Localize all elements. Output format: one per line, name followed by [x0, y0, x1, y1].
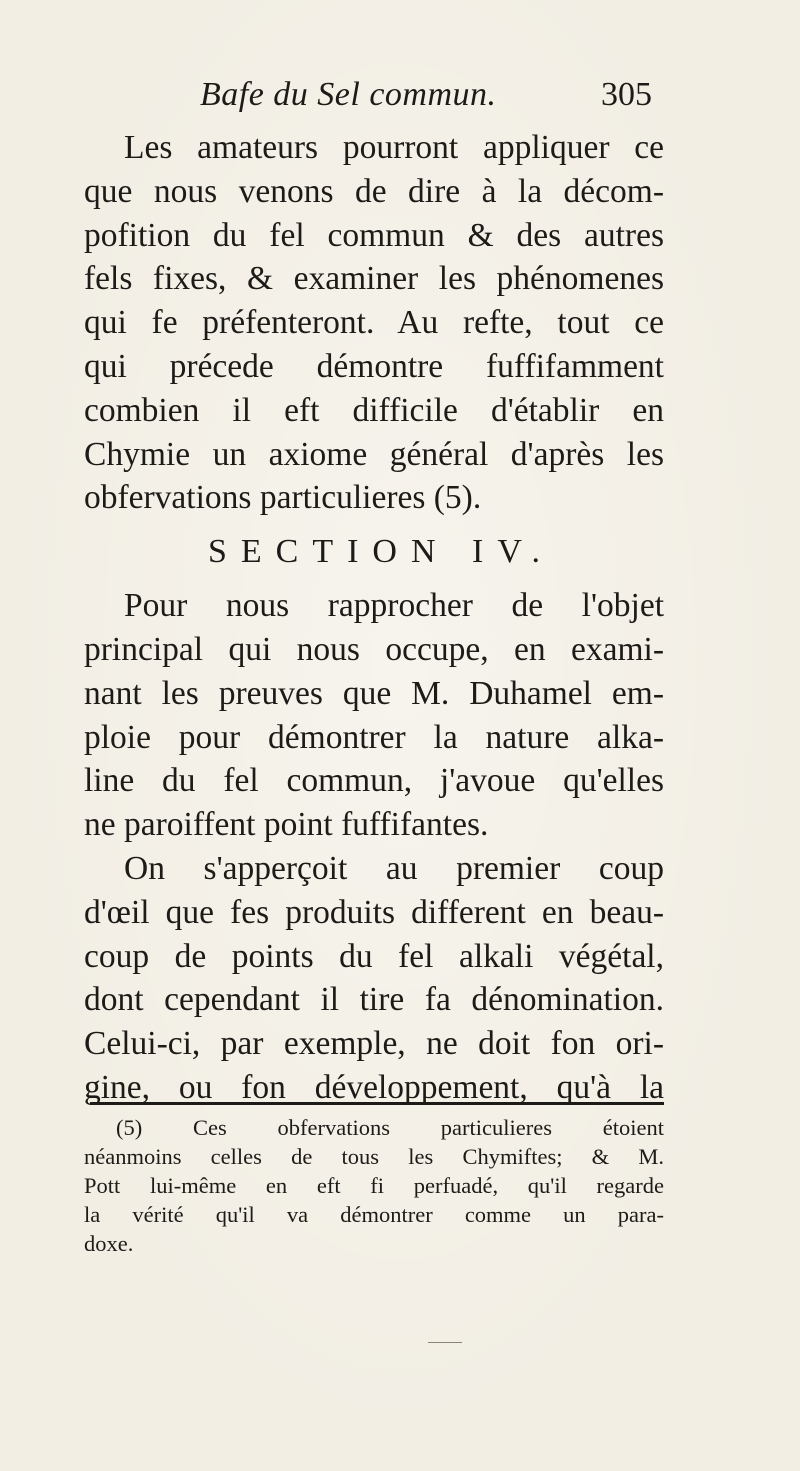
text-line: nant les preuves que M. Duhamel em- — [84, 674, 664, 712]
running-head — [200, 76, 660, 120]
text-line: Les amateurs pourront appliquer ce — [124, 129, 664, 166]
page-mark — [428, 1342, 462, 1343]
footnote-line: (5) Ces obfervations particulieres étoient — [116, 1115, 664, 1140]
footnote-line: Pott lui-même en eft fi perfuadé, qu'il regarde — [84, 1173, 664, 1198]
paragraph-3 — [84, 847, 664, 1110]
footnote-line: doxe. — [84, 1231, 134, 1256]
text-line: Chymie un axiome général d'après les — [84, 435, 664, 473]
text-line: gine, ou fon développement, qu'à la — [84, 1068, 664, 1106]
section-heading: SECTION IV. — [207, 533, 555, 571]
text-line: fels fixes, & examiner les phénomenes — [84, 260, 664, 298]
text-line: combien il eft difficile d'établir en — [84, 391, 664, 429]
footnote — [84, 1113, 664, 1258]
text-line: ne paroiffent point fuffifantes. — [84, 806, 489, 844]
footnote-rule — [90, 1102, 664, 1105]
text-line: coup de points du fel alkali végétal, — [84, 937, 664, 975]
main-text — [84, 126, 664, 1110]
text-line: que nous venons de dire à la décom- — [84, 172, 664, 210]
text-line: On s'apperçoit au premier coup — [124, 849, 664, 887]
text-line: obfervations particulieres (5). — [84, 479, 482, 517]
footnote-line: néanmoins celles de tous les Chymiftes; & M. — [84, 1144, 664, 1169]
text-line: line du fel commun, j'avoue qu'elles — [84, 762, 664, 800]
text-line: pofition du fel commun & des autres — [84, 216, 664, 254]
footnote-line: la vérité qu'il va démontrer comme un para- — [84, 1202, 664, 1227]
page-number: 305 — [601, 76, 652, 113]
paragraph-1 — [84, 126, 664, 520]
text-line: qui précede démontre fuffifamment — [84, 347, 664, 385]
text-line: Pour nous rapprocher de l'objet — [124, 587, 664, 625]
text-line: Celui-ci, par exemple, ne doit fon ori- — [84, 1025, 664, 1063]
running-title: Bafe du Sel commun. — [200, 76, 497, 113]
text-line: d'œil que fes produits different en beau- — [84, 893, 664, 931]
paragraph-2 — [84, 584, 664, 847]
text-line: ploie pour démontrer la nature alka- — [84, 718, 664, 756]
text-line: dont cependant il tire fa dénomination. — [84, 981, 664, 1019]
text-line: principal qui nous occupe, en exami- — [84, 630, 664, 668]
text-line: qui fe préfenteront. Au refte, tout ce — [84, 304, 664, 342]
